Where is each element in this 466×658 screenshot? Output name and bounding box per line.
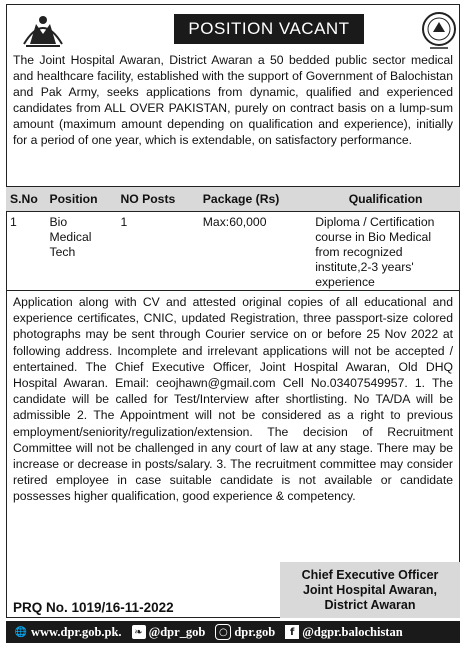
- header-package: Package (Rs): [199, 187, 311, 212]
- application-details-paragraph: Application along with CV and attested original copies of all educational and experience certificates, CNIC, updated Registration, three passport-size colored photographs may be sent through Courier service on or before 25 Nov 2022 at following address. Incomplete and irrelevant applications will not be accepted / entertained. The Chief Executive Officer, Joint Hospital Awaran, Old DHQ Hospital Awaran. Email: ceojhawn@gmail.com Cell No.03407549957. 1. The candidate will be called for Test/Interview after shortlisting. No TA/DA will be admissible 2. The Appointment will not be considered as a right to previous employment/seniority/regulization/extension. The decision of Recruitment Committee will not be challenged in any court of law at any stage. There may be increase or decrease in posts/salary. 3. The recruitment committee may consider retired employee in case suitable candidate is not available or candidate possesses higher qualification, good experience & competency.: [13, 295, 453, 504]
- globe-icon: 🌐: [14, 626, 28, 638]
- header-qualification: Qualification: [311, 187, 460, 212]
- positions-table: [6, 186, 460, 293]
- cell-qualification: Diploma / Certification course in Bio Medical from recognized institute,2-3 years' experience: [315, 215, 435, 289]
- section-divider: [6, 290, 460, 291]
- footer-facebook[interactable]: [285, 625, 402, 640]
- header: [6, 4, 460, 52]
- army-seal-logo: [420, 10, 458, 50]
- footer-instagram[interactable]: [215, 624, 275, 640]
- header-posts: NO Posts: [116, 187, 198, 212]
- cell-sno: 1: [10, 215, 17, 229]
- header-position: Position: [45, 187, 116, 212]
- signature-box: Chief Executive Officer Joint Hospital Awaran, District Awaran: [280, 562, 460, 618]
- footer-twitter[interactable]: [132, 625, 206, 640]
- cell-posts: 1: [120, 215, 128, 229]
- intro-paragraph: The Joint Hospital Awaran, District Awaran a 50 bedded public sector medical and healthcare facility, established with the support of Government of Balochistan and Pak Army, seeks applications from dynamic, qualified and experienced candidates from ALL OVER PAKISTAN, purely on contract basis on a lump-sum amount (maximum amount depending on qualification and experience), initially for a period of one year, which is extendable, on satisfactory performance.: [13, 53, 453, 147]
- facebook-handle: @dgpr.balochistan: [302, 624, 403, 639]
- page-title: POSITION VACANT: [174, 14, 364, 44]
- prq-number: PRQ No. 1019/16-11-2022: [13, 600, 174, 615]
- balochistan-emblem-logo: [20, 10, 66, 50]
- footer-bar: [6, 621, 460, 643]
- footer-website[interactable]: [14, 625, 122, 640]
- twitter-icon: ❧: [132, 625, 146, 639]
- table-header-row: [6, 187, 460, 212]
- table-row: [6, 212, 460, 294]
- instagram-icon: ○: [215, 624, 231, 640]
- header-sno: S.No: [6, 187, 45, 212]
- website-text: www.dpr.gob.pk.: [31, 624, 122, 639]
- facebook-icon: f: [285, 625, 299, 639]
- instagram-handle: dpr.gob: [234, 624, 276, 639]
- twitter-handle: @dpr_gob: [148, 624, 206, 639]
- cell-package: Max:60,000: [202, 215, 267, 229]
- cell-position: Bio Medical Tech: [49, 215, 92, 259]
